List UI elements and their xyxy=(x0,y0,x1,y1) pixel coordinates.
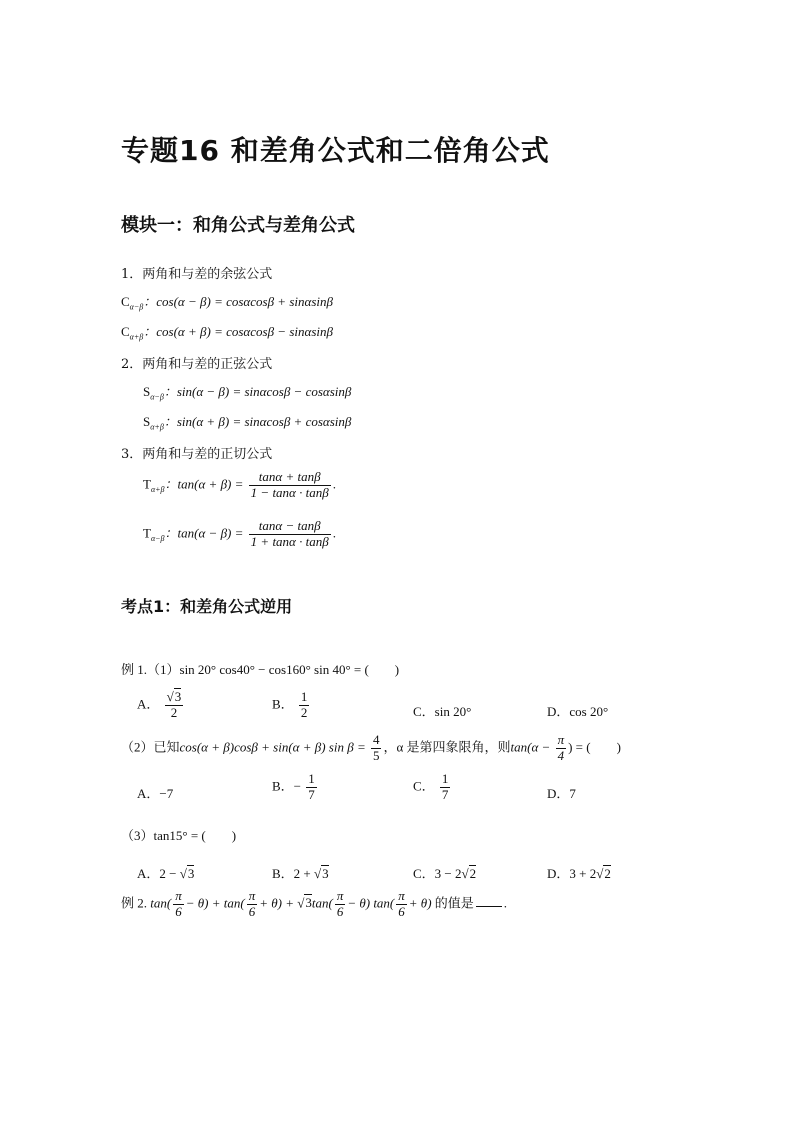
fraction-denominator: 6 xyxy=(398,903,405,919)
answer-blank[interactable] xyxy=(476,906,502,907)
formula-subscript: α−β xyxy=(150,392,164,402)
option-fraction xyxy=(306,772,317,803)
radicand: 3 xyxy=(305,895,312,911)
question-condition: ，α 是第四象限角，则 xyxy=(383,739,511,755)
option-text: 3 + 2 xyxy=(569,866,597,881)
example2-question: 例 2. tan( $\frac{\pi}{6}$ − θ) + tan( $\frac{\pi}{6}$ + θ) + √3tan( $\frac{\pi}{6}$ − θ) tan( $\frac{\pi}{6}$ + θ) 的值是 . xyxy=(121,888,508,919)
option-label: A． xyxy=(137,866,160,881)
topic-heading: 考点1：和差角公式逆用 xyxy=(121,597,293,616)
cosine-label: 1．两角和与差的余弦公式 xyxy=(121,267,273,282)
option-d[interactable]: D．3 + 2√2 xyxy=(547,866,611,881)
option-c[interactable] xyxy=(413,701,471,720)
pi-fraction xyxy=(396,889,407,920)
formula-body: ：sin(α − β) = sinαcosβ − cosαsinβ xyxy=(163,384,352,399)
expr-part: + θ) + xyxy=(259,895,294,911)
fraction-numerator: tanα − tanβ xyxy=(249,519,331,535)
option-a[interactable] xyxy=(137,690,185,721)
radicand: 3 xyxy=(174,689,182,704)
formula-body: ：cos(α − β) = cosαcosβ + sinαsinβ xyxy=(143,294,333,309)
fraction-numerator: π xyxy=(336,888,344,903)
question-tail: tan(α − xyxy=(510,739,551,755)
sine-label: 2．两角和与差的正弦公式 xyxy=(121,357,273,372)
example1-question3 xyxy=(121,825,236,844)
fraction-denominator: 6 xyxy=(248,903,256,919)
formula-name: T xyxy=(143,476,151,492)
cosine-formula-diff xyxy=(121,291,333,312)
option-label: A． xyxy=(137,696,160,712)
option-b[interactable] xyxy=(272,690,311,721)
formula-lhs: ：tan(α + β) = xyxy=(164,476,244,492)
sine-formula-sum xyxy=(143,411,351,432)
radicand: 3 xyxy=(322,866,329,881)
example1-question2 xyxy=(121,733,621,764)
fraction-numerator: 4 xyxy=(372,732,380,747)
fraction-denominator: 4 xyxy=(557,747,565,763)
radicand: 3 xyxy=(187,866,195,881)
fraction-numerator: π xyxy=(398,888,405,903)
formula-body: ：sin(α + β) = sinαcosβ + cosαsinβ xyxy=(163,414,352,429)
question-expression: sin 20° cos40° − cos160° sin 40° = ( ) xyxy=(179,662,400,677)
tangent-fraction xyxy=(249,519,331,550)
question-suffix: 的值是 xyxy=(434,895,474,911)
question-end: . xyxy=(503,895,508,911)
expr-part: tan( xyxy=(311,895,333,911)
fraction-denominator: 6 xyxy=(336,903,344,919)
option-b[interactable]: B．2 + √3 xyxy=(272,866,329,881)
option-label: C． xyxy=(413,866,435,881)
option-label: C． xyxy=(413,704,435,719)
question-prefix: 例 1.（1） xyxy=(121,662,180,677)
tangent-formula-diff xyxy=(143,519,336,550)
module-heading: 模块一：和角公式与差角公式 xyxy=(121,215,355,236)
fraction-numerator: tanα + tanβ xyxy=(249,470,331,486)
expr-part: + θ) xyxy=(408,895,432,911)
example1-question1 xyxy=(121,659,399,678)
question-expression: cos(α + β)cosβ + sin(α + β) sin β = xyxy=(179,739,366,755)
option-text: 2 − xyxy=(159,866,177,881)
option-label: A． xyxy=(137,786,160,801)
fraction-denominator: 2 xyxy=(170,704,178,720)
fraction-denominator: 2 xyxy=(300,704,308,720)
option-label: B． xyxy=(272,778,294,794)
tangent-label: 3．两角和与差的正切公式 xyxy=(121,447,273,462)
tangent-formula-sum xyxy=(143,470,336,501)
sine-formula-diff xyxy=(143,381,351,402)
cosine-formula-sum xyxy=(121,321,333,342)
tangent-fraction xyxy=(249,470,331,501)
formula-name: T xyxy=(143,525,151,541)
option-text: 2 + xyxy=(293,866,311,881)
fraction-denominator: 6 xyxy=(175,903,182,919)
fraction-denominator: 5 xyxy=(372,747,380,763)
formula-subscript: α−β xyxy=(150,534,165,544)
question-prefix: （2）已知 xyxy=(121,739,180,755)
fraction-denominator: 1 − tanα · tanβ xyxy=(250,484,329,500)
fraction-numerator: π xyxy=(557,732,565,747)
option-label: C． xyxy=(413,778,435,794)
question-fraction xyxy=(371,733,382,764)
option-fraction xyxy=(299,690,310,721)
expr-part: tan( xyxy=(150,895,172,911)
question-prefix: 例 2. xyxy=(121,895,148,911)
option-b[interactable] xyxy=(272,772,319,803)
formula-lhs: ：tan(α − β) = xyxy=(164,525,244,541)
page-title: 专题16 和差角公式和二倍角公式 xyxy=(121,134,550,167)
option-a[interactable]: A．2 − √3 xyxy=(137,866,195,881)
pi-fraction xyxy=(556,733,567,764)
option-a[interactable] xyxy=(137,783,173,802)
expr-part: − θ) tan( xyxy=(347,895,395,911)
formula-subscript: α+β xyxy=(150,485,165,495)
option-fraction xyxy=(165,690,184,721)
fraction-denominator: 7 xyxy=(441,786,449,802)
option-label: D． xyxy=(547,704,570,719)
question-tail-end: ) = ( ) xyxy=(568,739,621,755)
radicand: 2 xyxy=(604,866,611,881)
expr-part: − θ) + tan( xyxy=(185,895,245,911)
formula-name: S xyxy=(143,414,151,429)
option-fraction xyxy=(440,772,451,803)
fraction-numerator: π xyxy=(175,888,182,903)
fraction-denominator: 1 + tanα · tanβ xyxy=(250,533,329,549)
question-prefix: （3） xyxy=(121,828,154,843)
fraction-numerator: 1 xyxy=(300,689,308,704)
option-label: B． xyxy=(272,696,294,712)
pi-fraction xyxy=(247,889,258,920)
option-text: sin 20° xyxy=(434,704,472,719)
option-text: −7 xyxy=(159,786,174,801)
option-text: 3 − 2 xyxy=(434,866,462,881)
fraction-denominator: 7 xyxy=(308,786,315,802)
formula-name: C xyxy=(121,294,130,309)
option-d[interactable] xyxy=(547,701,608,720)
formula-subscript: α−β xyxy=(129,302,144,312)
formula-name: C xyxy=(121,324,130,339)
option-text: cos 20° xyxy=(569,704,609,719)
fraction-numerator: 1 xyxy=(308,771,315,786)
formula-subscript: α+β xyxy=(150,422,164,432)
pi-fraction xyxy=(173,889,184,920)
question-expression: tan15° = ( ) xyxy=(153,828,237,843)
fraction-numerator: π xyxy=(248,888,256,903)
radicand: 2 xyxy=(469,866,477,881)
option-sign: − xyxy=(293,778,302,794)
formula-end: . xyxy=(332,476,336,492)
option-label: B． xyxy=(272,866,294,881)
option-d[interactable] xyxy=(547,783,576,802)
option-label: D． xyxy=(547,866,570,881)
formula-subscript: α+β xyxy=(129,332,144,342)
fraction-numerator: √3 xyxy=(166,689,182,704)
fraction-numerator: 1 xyxy=(441,771,449,786)
pi-fraction xyxy=(335,889,346,920)
option-c[interactable]: C．3 − 2√2 xyxy=(413,866,477,881)
formula-end: . xyxy=(332,525,336,541)
option-label: D． xyxy=(547,786,570,801)
option-c[interactable] xyxy=(413,772,452,803)
formula-body: ：cos(α + β) = cosαcosβ − sinαsinβ xyxy=(143,324,333,339)
formula-name: S xyxy=(143,384,151,399)
option-text: 7 xyxy=(569,786,576,801)
